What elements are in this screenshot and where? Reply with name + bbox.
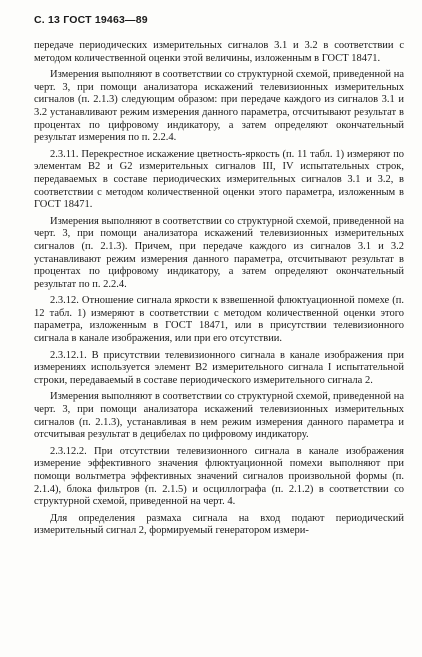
paragraph: 2.3.11. Перекрестное искажение цветность-яркость (п. 11 табл. 1) измеряют по элементам В2 и G2 измерительных сигналов III, IV испытательных строк, передаваемых в составе периодических измерительных сигналов 3.1 и 3.2, в соответствии с методом количественной оценки этого параметра, изложенным в ГОСТ 18471. [34, 148, 404, 211]
paragraph: Измерения выполняют в соответствии со структурной схемой, приведенной на черт. 3, при помощи анализатора искажений телевизионных измерительных сигналов (п. 2.1.3). Причем, при передаче каждого из сигналов 3.1 и 3.2 устанавливают режим измерения данного параметра, отсчитывают результат в процентах по цифровому индикатору, а затем определяют окончательный результат по п. 2.2.4. [34, 215, 404, 290]
paragraph: Измерения выполняют в соответствии со структурной схемой, приведенной на черт. 3, при помощи анализатора искажений телевизионных измерительных сигналов (п. 2.1.3) следующим образом: при передаче каждого из сигналов 3.1 и 3.2 устанавливают режим измерения данного параметра, отсчитывают результат в процентах по цифровому индикатору, а затем определяют окончательный результат измерения по п. 2.2.4. [34, 69, 404, 144]
page-header: С. 13 ГОСТ 19463—89 [34, 14, 148, 26]
paragraph: Для определения размаха сигнала на вход подают периодический измерительный сигнал 2, формируемый генератором измери- [34, 512, 404, 537]
paragraph: Измерения выполняют в соответствии со структурной схемой, приведенной на черт. 3, при помощи анализатора искажений телевизионных измерительных сигналов (п. 2.1.3), устанавливая в нем режим измерения данного параметра и отсчитывая результат в децибелах по цифровому индикатору. [34, 391, 404, 441]
paragraph: 2.3.12.2. При отсутствии телевизионного сигнала в канале изображения измерение эффективного значения флюктуационной помехи выполняют при помощи вольтметра эффективных значений сигналов произвольной формы (п. 2.1.4), блока фильтров (п. 2.1.5) и осциллографа (п. 2.1.2) в соответствии со структурной схемой, приведенной на черт. 4. [34, 445, 404, 508]
paragraph: 2.3.12. Отношение сигнала яркости к взвешенной флюктуационной помехе (п. 12 табл. 1) измеряют в соответствии с методом количественной оценки этого параметра, изложенным в ГОСТ 18471, или в присутствии телевизионного сигнала в канале изображения, или при его отсутствии. [34, 295, 404, 345]
paragraph: передаче периодических измерительных сигналов 3.1 и 3.2 в соответствии с методом количественной оценки этой величины, изложенным в ГОСТ 18471. [34, 40, 404, 64]
paragraph: 2.3.12.1. В присутствии телевизионного сигнала в канале изображения при измерениях используется элемент В2 измерительного сигнала I испытательной строки, передаваемый в составе периодического измерительного сигнала 2. [34, 349, 404, 386]
document-body [34, 40, 404, 538]
